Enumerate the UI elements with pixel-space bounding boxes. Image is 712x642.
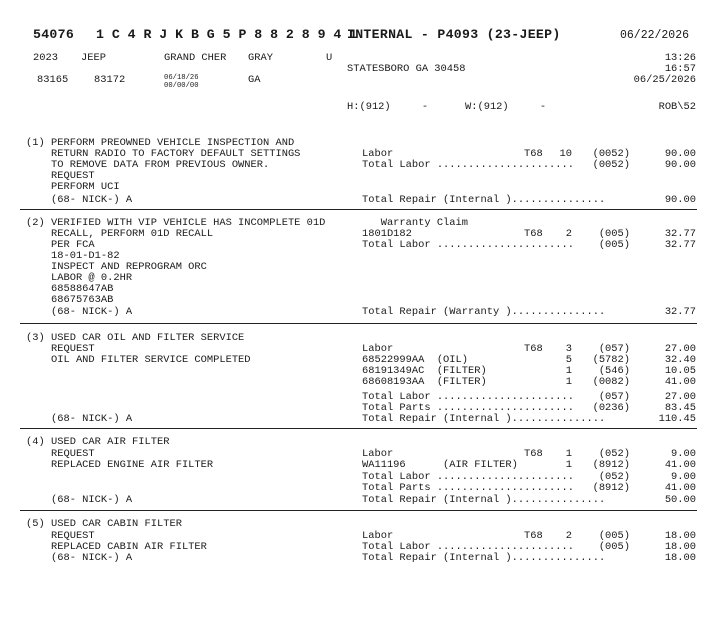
- total-labor-label: Total Labor ......................: [362, 471, 575, 483]
- item-qty: 1: [565, 448, 572, 460]
- item-label: Labor: [362, 530, 394, 542]
- line-number: (2): [26, 217, 45, 229]
- part-label: WA11196 (AIR FILTER): [362, 459, 518, 471]
- mileage-in: 83165: [37, 74, 69, 86]
- total-labor-label: Total Labor ......................: [362, 391, 575, 403]
- total-labor-label: Total Labor ......................: [362, 239, 575, 251]
- item-qty: 3: [565, 343, 572, 355]
- home-phone: H:(912) -: [347, 101, 429, 113]
- line-description: REPLACED ENGINE AIR FILTER: [51, 459, 214, 471]
- item-qty: 1: [565, 376, 572, 388]
- item-label: Labor: [362, 448, 394, 460]
- total-repair-amount: 50.00: [664, 494, 696, 506]
- item-cost: (057): [598, 343, 630, 355]
- total-repair-amount: 110.45: [658, 413, 696, 425]
- item-amount: 32.77: [664, 228, 696, 240]
- item-cost: (0082): [592, 376, 630, 388]
- line-description: INSPECT AND REPROGRAM ORC: [51, 261, 207, 273]
- item-qty: 2: [565, 228, 572, 240]
- vin: 1 C 4 R J K B G 5 P 8 8 2 8 9 4 1: [96, 27, 358, 42]
- time-2: 16:57: [664, 63, 696, 75]
- total-labor-label: Total Labor ......................: [362, 159, 575, 171]
- location: STATESBORO GA 30458: [347, 63, 466, 75]
- item-code: T68: [524, 228, 543, 240]
- item-amount: 41.00: [664, 482, 696, 494]
- line-description: OIL AND FILTER SERVICE COMPLETED: [51, 354, 251, 366]
- warranty-claim-label: Warranty Claim: [362, 217, 469, 229]
- line-description: 18-01-D1-82: [51, 250, 120, 262]
- item-cost: (8912): [592, 482, 630, 494]
- item-cost: (0052): [592, 159, 630, 171]
- item-label: Labor: [362, 148, 394, 160]
- item-qty: 10: [559, 148, 572, 160]
- line-description: RECALL, PERFORM 01D RECALL: [51, 228, 214, 240]
- print-date: 06/22/2026: [620, 29, 690, 42]
- item-amount: 9.00: [671, 448, 696, 460]
- total-parts-label: Total Parts ......................: [362, 482, 575, 494]
- technician: (68- NICK-) A: [51, 552, 133, 564]
- total-labor-label: Total Labor ......................: [362, 541, 575, 553]
- date-small-1: 06/18/26: [164, 74, 199, 82]
- technician: (68- NICK-) A: [51, 494, 133, 506]
- line-description: RETURN RADIO TO FACTORY DEFAULT SETTINGS: [51, 148, 301, 160]
- item-amount: 9.00: [671, 471, 696, 483]
- item-cost: (0236): [592, 402, 630, 414]
- item-amount: 32.40: [664, 354, 696, 366]
- item-qty: 2: [565, 530, 572, 542]
- line-description: VERIFIED WITH VIP VEHICLE HAS INCOMPLETE 01D: [51, 217, 326, 229]
- line-description: 68675763AB: [51, 294, 114, 306]
- line-number: (4): [26, 436, 45, 448]
- total-parts-label: Total Parts ......................: [362, 402, 575, 414]
- date-small-2: 00/00/00: [164, 82, 199, 90]
- item-amount: 41.00: [664, 376, 696, 388]
- line-description: REPLACED CABIN AIR FILTER: [51, 541, 207, 553]
- technician: (68- NICK-) A: [51, 413, 133, 425]
- line-number: (5): [26, 518, 45, 530]
- ro-number: 54076: [33, 27, 75, 42]
- item-qty: 5: [565, 354, 572, 366]
- time-1: 13:26: [664, 52, 696, 64]
- state: GA: [248, 74, 261, 86]
- item-cost: (0052): [592, 148, 630, 160]
- item-cost: (052): [598, 471, 630, 483]
- part-label: 68522999AA (OIL): [362, 354, 469, 366]
- total-repair-label: Total Repair (Internal )...............: [362, 194, 606, 206]
- line-number: (3): [26, 332, 45, 344]
- technician: (68- NICK-) A: [51, 194, 133, 206]
- part-label: 68191349AC (FILTER): [362, 365, 487, 377]
- item-cost: (052): [598, 448, 630, 460]
- total-repair-amount: 18.00: [664, 552, 696, 564]
- item-cost: (005): [598, 239, 630, 251]
- item-cost: (057): [598, 391, 630, 403]
- section-divider: [20, 209, 697, 210]
- item-amount: 27.00: [664, 343, 696, 355]
- advisor: ROB\52: [658, 101, 696, 113]
- item-cost: (546): [598, 365, 630, 377]
- line-number: (1): [26, 137, 45, 149]
- mileage-out: 83172: [94, 74, 126, 86]
- item-amount: 18.00: [664, 530, 696, 542]
- vehicle-model: GRAND CHER: [164, 52, 227, 64]
- section-divider: [20, 428, 697, 429]
- item-label: 1801D182: [362, 228, 412, 240]
- item-amount: 27.00: [664, 391, 696, 403]
- work-phone: W:(912) -: [465, 101, 547, 113]
- item-code: T68: [524, 448, 543, 460]
- item-cost: (005): [598, 541, 630, 553]
- total-repair-amount: 90.00: [664, 194, 696, 206]
- line-description: PERFORM UCI: [51, 181, 120, 193]
- line-description: TO REMOVE DATA FROM PREVIOUS OWNER.: [51, 159, 270, 171]
- section-divider: [20, 510, 697, 511]
- item-amount: 90.00: [664, 159, 696, 171]
- item-amount: 83.45: [664, 402, 696, 414]
- account-label: INTERNAL - P4093 (23-JEEP): [347, 27, 561, 42]
- item-amount: 41.00: [664, 459, 696, 471]
- item-amount: 32.77: [664, 239, 696, 251]
- item-amount: 10.05: [664, 365, 696, 377]
- line-description: LABOR @ 0.2HR: [51, 272, 133, 284]
- line-description: USED CAR CABIN FILTER: [51, 518, 182, 530]
- line-description: 68588647AB: [51, 283, 114, 295]
- total-repair-label: Total Repair (Internal )...............: [362, 494, 606, 506]
- item-code: T68: [524, 530, 543, 542]
- item-amount: 90.00: [664, 148, 696, 160]
- item-label: Labor: [362, 343, 394, 355]
- line-description: REQUEST: [51, 343, 95, 355]
- date-2: 06/25/2026: [633, 74, 696, 86]
- item-qty: 1: [565, 365, 572, 377]
- total-repair-amount: 32.77: [664, 306, 696, 318]
- code-u: U: [326, 52, 333, 64]
- item-code: T68: [524, 343, 543, 355]
- item-cost: (005): [598, 530, 630, 542]
- line-description: PERFORM PREOWNED VEHICLE INSPECTION AND: [51, 137, 295, 149]
- vehicle-make: JEEP: [81, 52, 106, 64]
- total-repair-label: Total Repair (Internal )...............: [362, 413, 606, 425]
- item-amount: 18.00: [664, 541, 696, 553]
- line-description: PER FCA: [51, 239, 95, 251]
- vehicle-color: GRAY: [248, 52, 273, 64]
- line-description: USED CAR OIL AND FILTER SERVICE: [51, 332, 245, 344]
- item-code: T68: [524, 148, 543, 160]
- vehicle-year: 2023: [33, 52, 58, 64]
- total-repair-label: Total Repair (Internal )...............: [362, 552, 606, 564]
- technician: (68- NICK-) A: [51, 306, 133, 318]
- line-description: USED CAR AIR FILTER: [51, 436, 170, 448]
- part-label: 68608193AA (FILTER): [362, 376, 487, 388]
- item-cost: (005): [598, 228, 630, 240]
- item-qty: 1: [565, 459, 572, 471]
- item-cost: (8912): [592, 459, 630, 471]
- item-cost: (5782): [592, 354, 630, 366]
- total-repair-label: Total Repair (Warranty )...............: [362, 306, 606, 318]
- line-description: REQUEST: [51, 170, 95, 182]
- line-description: REQUEST: [51, 448, 95, 460]
- section-divider: [20, 323, 697, 324]
- line-description: REQUEST: [51, 530, 95, 542]
